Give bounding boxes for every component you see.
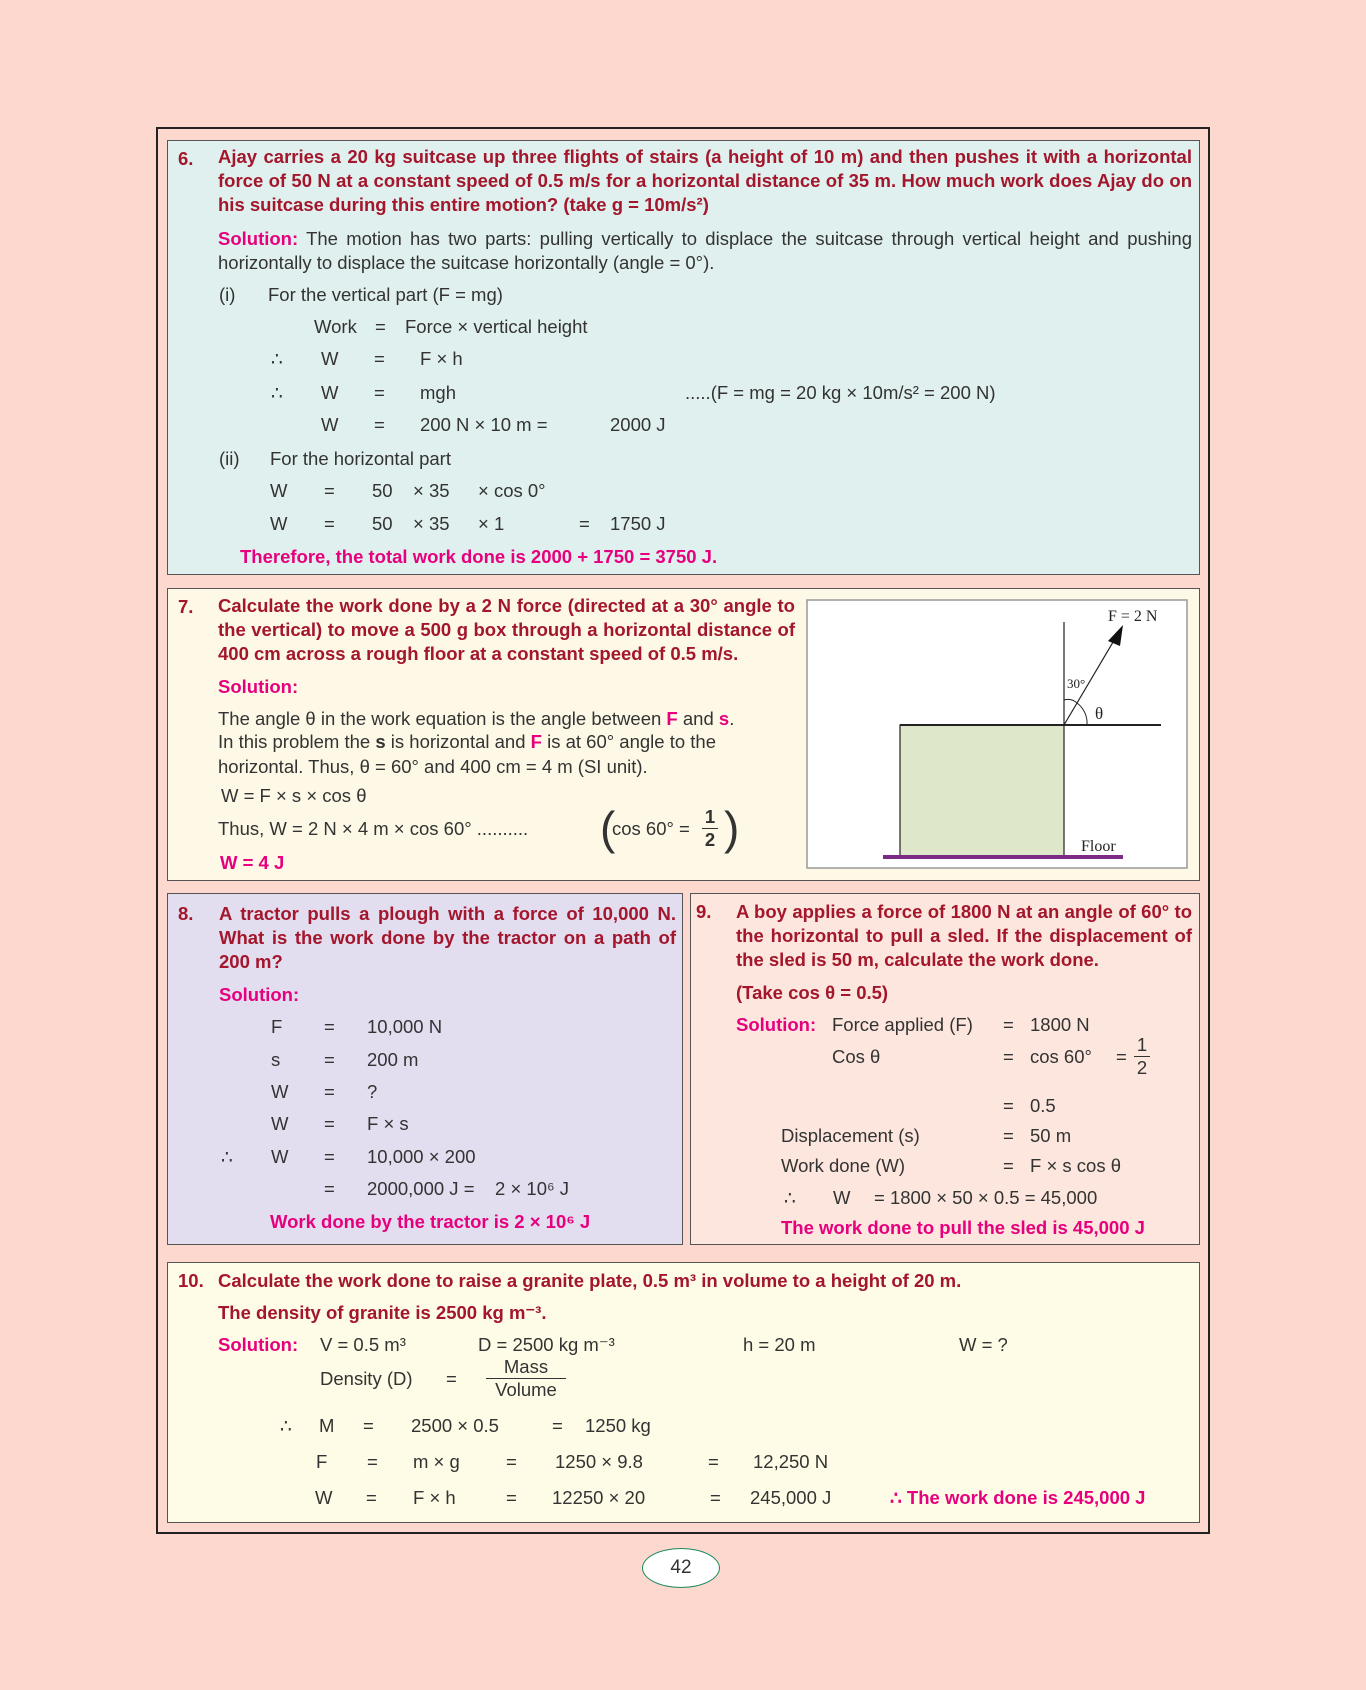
part-text: For the horizontal part [270,448,451,469]
question-text: Calculate the work done by a 2 N force (directed at a 30° angle to the vertical) to move a 500 g box through a horizontal distance of 400 cm across a rough floor at a constant speed of 0.5 m/s. [218,595,795,664]
eq-term: M [319,1415,335,1436]
therefore-symbol: ∴ [280,1415,292,1436]
eq-value: 2000,000 J = 2 × 10⁶ J [367,1178,570,1199]
given-volume: V = 0.5 m³ [320,1334,406,1355]
eq-result: 12,250 N [753,1451,829,1472]
given-density: D = 2500 kg m⁻³ [478,1334,615,1355]
question-text: A tractor pulls a plough with a force of 10,000 N. What is the work done by the tractor on a path of 200 m? [219,903,676,972]
eq-value: F × s [367,1113,409,1134]
eq-term: × 35 [413,480,450,501]
conclusion: The work done to pull the sled is 45,000 J [781,1217,1145,1238]
solution-text: The motion has two parts: pulling vertically to displace the suitcase through vertical height and pushing horizontally to displace the suitcase horizontally (angle = 0°). [218,228,1192,273]
eq-sign: = [374,382,385,403]
eq-term: mgh [420,382,456,403]
eq-result: 1250 kg [585,1415,651,1436]
eq-sign: = [324,1178,335,1199]
eq-term: F [316,1451,328,1472]
eq-sign: = [324,513,335,534]
eq-sign: = [1003,1014,1014,1035]
question-text: A boy applies a force of 1800 N at an angle of 60° to the horizontal to pull a sled. If the displacement of the sled is 50 m, calculate the work done. [736,901,1192,970]
eq-result: 1750 J [610,513,666,534]
question-number: 7. [178,596,194,617]
eq-value: 1800 N [1030,1014,1090,1035]
question-number: 10. [178,1270,204,1291]
eq-sign: = [324,1049,335,1070]
question-text: Ajay carries a 20 kg suitcase up three flights of stairs (a height of 10 m) and then pushes it with a horizontal force of 50 N at a constant speed of 0.5 m/s for a horizontal distance of 35 m. How much work does Ajay do on his suitcase during this entire motion? (take g = 10m/s²) [218,146,1192,215]
part-label: (i) [219,284,236,305]
eq-term: W [321,414,339,435]
eq-term: Force applied (F) [832,1014,973,1035]
question-number: 8. [178,903,194,924]
eq-value: 50 m [1030,1125,1072,1146]
explanation-line: horizontal. Thus, θ = 60° and 400 cm = 4 m (SI unit). [218,756,648,777]
eq-term: W [271,1146,289,1167]
explanation-line: The angle θ in the work equation is the angle between F and s. [218,708,735,729]
denominator: Volume [495,1379,557,1400]
text: The angle θ in the work equation is the angle between [218,708,667,729]
solution-label: Solution: [218,228,299,249]
eq-sign: = [324,1113,335,1134]
eq-sign: = [367,1451,378,1472]
given-note: (Take cos θ = 0.5) [736,982,889,1003]
eq-term: F × h [420,348,463,369]
eq-sign: = [1003,1095,1014,1116]
therefore-symbol: ∴ [271,382,283,403]
part-text: For the vertical part (F = mg) [268,284,503,305]
eq-sign: = [324,1016,335,1037]
fraction-one-half [702,806,718,851]
eq-term: × 35 [413,513,450,534]
denominator: 2 [704,829,716,850]
eq-value: cos 60° [1030,1046,1092,1067]
given-height: h = 20 m [743,1334,816,1355]
eq-term: F [271,1016,283,1037]
eq-sign: = [446,1368,457,1389]
eq-term: W [270,513,288,534]
eq-sign: = [710,1487,721,1508]
solution-label: Solution: [736,1014,817,1035]
eq-term: W [271,1081,289,1102]
solution-label: Solution: [218,676,299,697]
eq-value: = 1800 × 50 × 0.5 = 45,000 [874,1187,1098,1208]
numerator: 1 [702,806,718,829]
text: is at 60° angle to the [541,731,716,752]
eq-term: 50 [372,513,393,534]
eq-sign: = [708,1451,719,1472]
eq-sign: = [506,1451,517,1472]
eq-sign: = [324,1146,335,1167]
displacement-symbol: s [718,708,730,729]
eq-value: 200 m [367,1049,419,1070]
therefore-symbol: ∴ [221,1146,233,1167]
eq-term: Force × vertical height [405,316,588,337]
eq-term: Displacement (s) [781,1125,920,1146]
question-number: 9. [696,901,712,922]
answer: W = 4 J [220,852,285,873]
eq-value: 0.5 [1030,1095,1056,1116]
solution-label: Solution: [219,984,300,1005]
denominator: 2 [1136,1057,1148,1078]
eq-term: W [270,480,288,501]
eq-sign: = [374,348,385,369]
left-paren: ( [600,802,616,854]
displacement-symbol: s [375,731,386,752]
therefore-symbol: ∴ [784,1187,796,1208]
part-label: (ii) [219,448,240,469]
eq-value: ? [367,1081,378,1102]
floor-label: Floor [1081,838,1116,855]
therefore-symbol: ∴ [271,348,283,369]
solution-label: Solution: [218,1334,299,1355]
text: is horizontal and [385,731,531,752]
cos-note: cos 60° = [612,818,690,839]
fraction-one-half [1134,1034,1150,1079]
eq-sign: = [579,513,590,534]
force-label: F = 2 N [1108,608,1158,625]
eq-sign: = [1003,1046,1014,1067]
eq-term: 12250 × 20 [552,1487,646,1508]
eq-term: s [271,1049,281,1070]
eq-value: 10,000 × 200 [367,1146,476,1167]
conclusion: Work done by the tractor is 2 × 10⁶ J [270,1211,591,1232]
page-number: 42 [642,1548,720,1588]
eq-term: W [321,382,339,403]
eq-term: W [321,348,339,369]
eq-term: Work [314,316,357,337]
theta-label: θ [1095,704,1104,723]
numerator: Mass [486,1356,566,1379]
eq-term: × cos 0° [478,480,546,501]
question-number: 6. [178,148,194,169]
right-paren: ) [724,802,740,854]
solution-paragraph [218,227,1192,275]
eq-term: 50 [372,480,393,501]
eq-term: m × g [413,1451,460,1472]
eq-term: Work done (W) [781,1155,906,1176]
eq-sign: = [363,1415,374,1436]
eq-sign: = [324,480,335,501]
force-symbol: F [530,731,542,752]
given-work: W = ? [959,1334,1008,1355]
eq-term: W [315,1487,333,1508]
eq-result: 245,000 J [750,1487,832,1508]
eq-term: Cos θ [832,1046,881,1067]
eq-term: W [833,1187,851,1208]
eq-sign: = [1116,1046,1127,1067]
conclusion: ∴ The work done is 245,000 J [890,1487,1146,1508]
work-formula: W = F × s × cos θ [221,785,367,806]
eq-sign: = [324,1081,335,1102]
eq-sign: = [552,1415,563,1436]
explanation-line [218,731,716,753]
fraction-mass-volume [486,1356,566,1401]
eq-sign: = [1003,1155,1014,1176]
eq-note: .....(F = mg = 20 kg × 10m/s² = 200 N) [685,382,996,403]
eq-value: F × s cos θ [1030,1155,1121,1176]
force-symbol: F [666,708,678,729]
box-block [900,725,1064,857]
angle-label: 30° [1067,676,1086,691]
text: In this problem the [218,731,376,752]
numerator: 1 [1134,1034,1150,1057]
question-text: Calculate the work done to raise a granite plate, 0.5 m³ in volume to a height of 20 m. [218,1270,962,1291]
conclusion: Therefore, the total work done is 2000 + 1750 = 3750 J. [240,546,718,567]
eq-term: 1250 × 9.8 [555,1451,643,1472]
eq-term: W [271,1113,289,1134]
calculation: Thus, W = 2 N × 4 m × cos 60° .......... [218,818,529,839]
eq-term: 200 N × 10 m = [420,414,548,435]
eq-value: 10,000 N [367,1016,443,1037]
question-text: The density of granite is 2500 kg m⁻³. [218,1302,547,1323]
force-diagram [806,599,1188,869]
eq-term: × 1 [478,513,505,534]
eq-sign: = [1003,1125,1014,1146]
eq-sign: = [375,316,386,337]
eq-term: F × h [413,1487,456,1508]
eq-result: 2000 J [610,414,666,435]
eq-sign: = [366,1487,377,1508]
text: and [677,708,719,729]
eq-sign: = [374,414,385,435]
eq-term: 2500 × 0.5 [411,1415,499,1436]
eq-term: Density (D) [320,1368,413,1389]
eq-sign: = [506,1487,517,1508]
